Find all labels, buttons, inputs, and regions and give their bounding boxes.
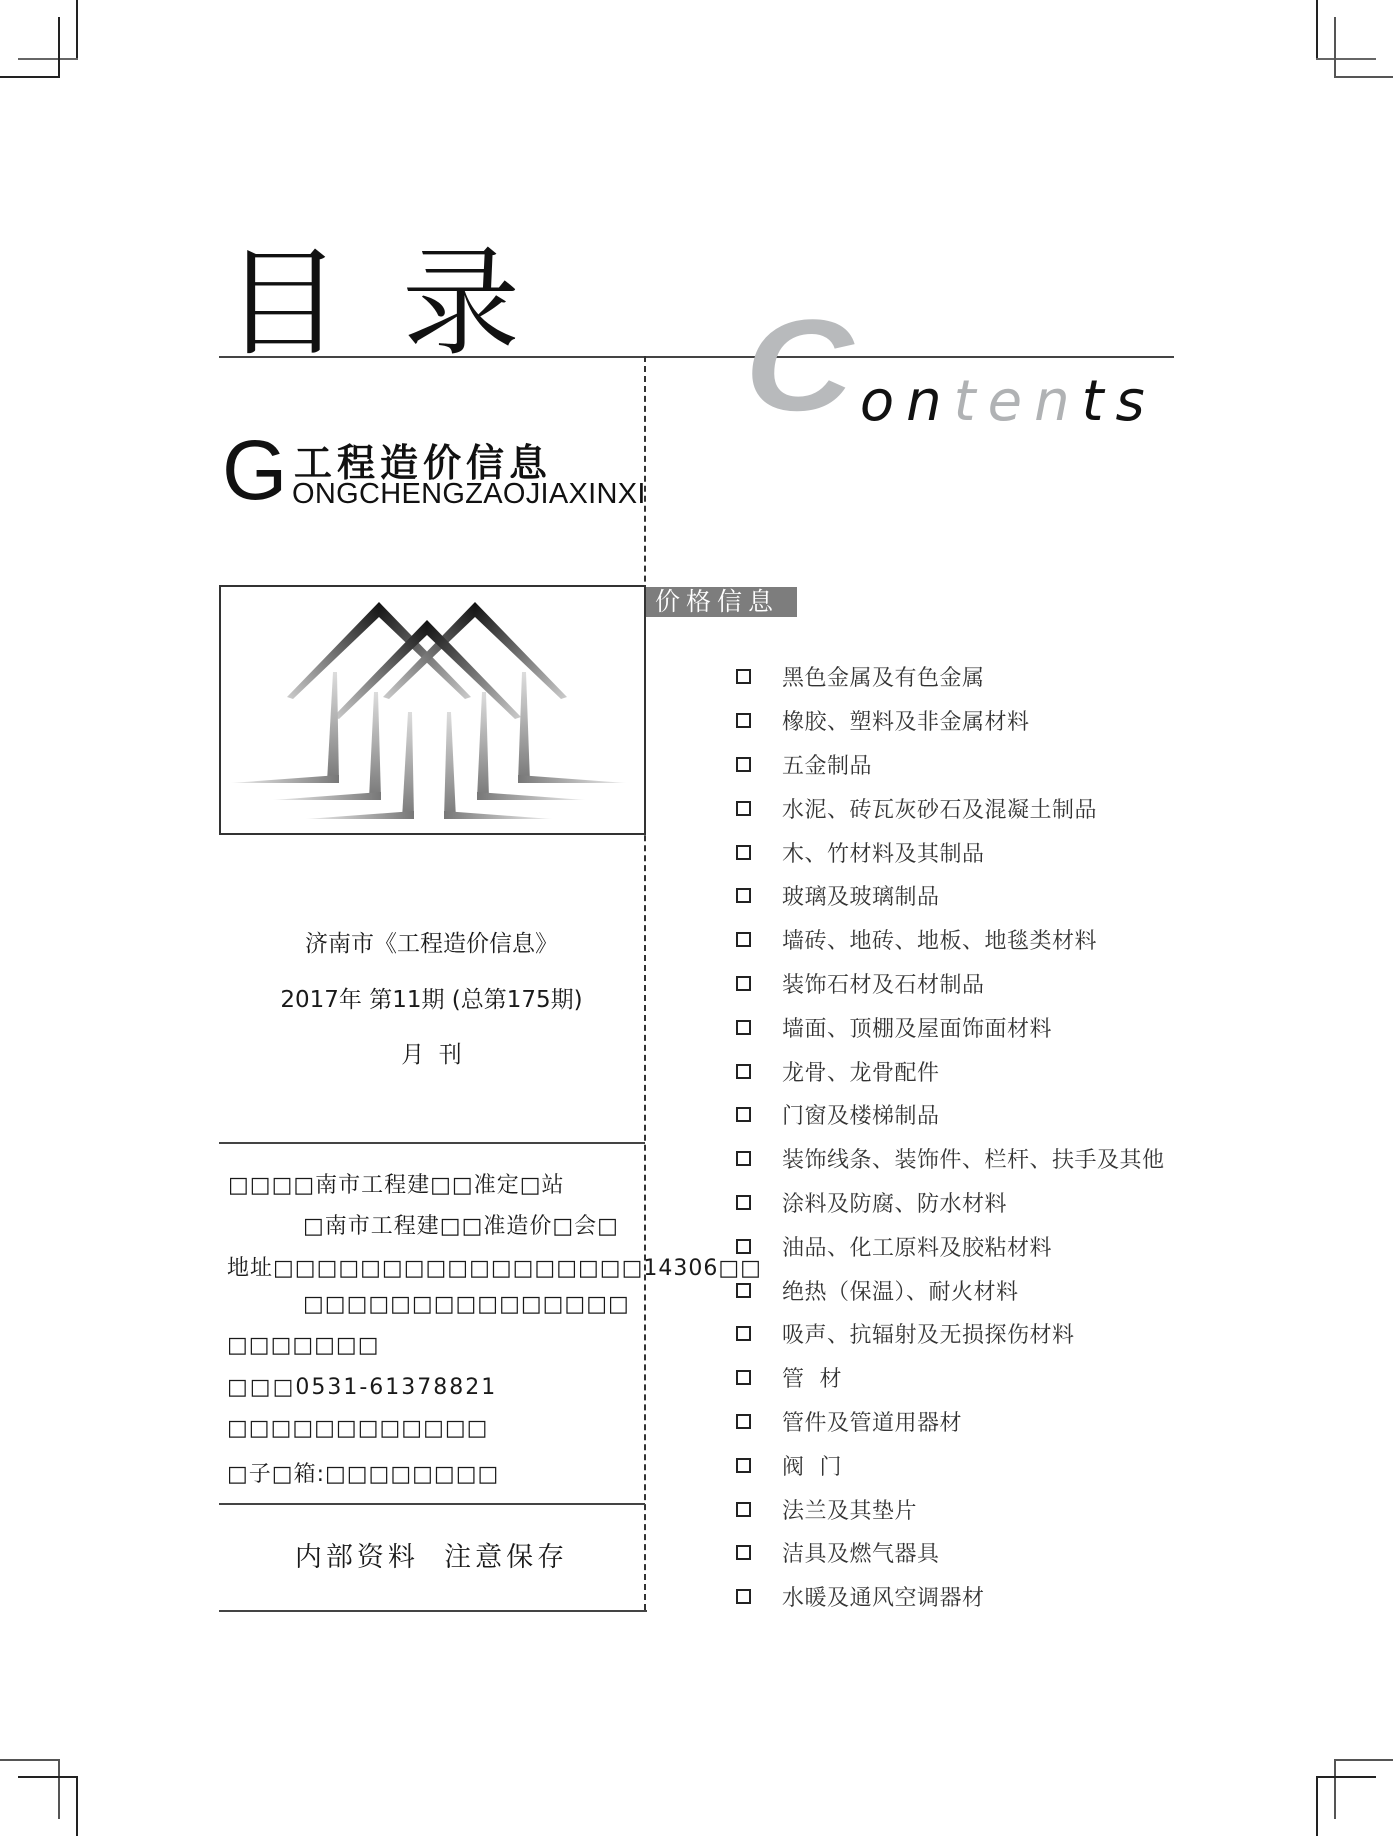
- checkbox-icon: [736, 1283, 751, 1298]
- info-top-rule: [219, 1142, 645, 1144]
- brand-pinyin: ONGCHENGZAOJIAXINXI: [292, 478, 646, 510]
- toc-item[interactable]: 黑色金属及有色金属: [736, 655, 1165, 699]
- info-bottom-rule: [219, 1503, 645, 1505]
- left-column-bottom-rule: [219, 1610, 647, 1612]
- house-roofs-logo-icon: [221, 587, 644, 833]
- publication-issue: 2017年 第11期 (总第175期): [280, 987, 583, 1013]
- checkbox-icon: [736, 1326, 751, 1341]
- section-heading-price-info: 价格信息: [646, 587, 797, 617]
- toc-item[interactable]: 门窗及楼梯制品: [736, 1093, 1165, 1137]
- checkbox-icon: [736, 801, 751, 816]
- toc-item[interactable]: 装饰石材及石材制品: [736, 962, 1165, 1006]
- toc-item[interactable]: 洁具及燃气器具: [736, 1531, 1165, 1575]
- contents-part-1: on: [859, 369, 954, 434]
- checkbox-icon: [736, 976, 751, 991]
- toc-item[interactable]: 水暖及通风空调器材: [736, 1575, 1165, 1619]
- toc-item[interactable]: 涂料及防腐、防水材料: [736, 1181, 1165, 1225]
- toc-item[interactable]: 玻璃及玻璃制品: [736, 874, 1165, 918]
- checkbox-icon: [736, 888, 751, 903]
- contents-part-3: ts: [1081, 369, 1157, 434]
- toc-item[interactable]: 橡胶、塑料及非金属材料: [736, 699, 1165, 743]
- publisher-line-2: □南市工程建□□准造价□会□: [303, 1214, 619, 1239]
- checkbox-icon: [736, 1020, 751, 1035]
- checkbox-icon: [736, 845, 751, 860]
- contents-part-2: ten: [953, 369, 1082, 434]
- checkbox-icon: [736, 1458, 751, 1473]
- toc-item[interactable]: 绝热（保温）、耐火材料: [736, 1268, 1165, 1312]
- brand-initial: G: [222, 423, 288, 517]
- checkbox-icon: [736, 1545, 751, 1560]
- address-line-2: □□□□□□□□□□□□□□□: [303, 1292, 630, 1317]
- postcode-line: □□□□□□□: [227, 1333, 380, 1358]
- toc-list: [736, 655, 1165, 1619]
- checkbox-icon: [736, 757, 751, 772]
- checkbox-icon: [736, 1195, 751, 1210]
- toc-item[interactable]: 管 材: [736, 1356, 1165, 1400]
- toc-item[interactable]: 阀 门: [736, 1443, 1165, 1487]
- checkbox-icon: [736, 1370, 751, 1385]
- publisher-line-1: □□□□南市工程建□□准定□站: [228, 1173, 565, 1198]
- toc-item[interactable]: 水泥、砖瓦灰砂石及混凝土制品: [736, 786, 1165, 830]
- checkbox-icon: [736, 1239, 751, 1254]
- toc-item[interactable]: 五金制品: [736, 743, 1165, 787]
- page-title-chinese: 目录: [224, 234, 581, 372]
- checkbox-icon: [736, 1064, 751, 1079]
- brand-chinese-name: 工程造价信息: [294, 441, 553, 485]
- phone-line: □□□0531-61378821: [227, 1375, 498, 1400]
- checkbox-icon: [736, 1414, 751, 1429]
- toc-item[interactable]: 管件及管道用器材: [736, 1400, 1165, 1444]
- toc-item[interactable]: 油品、化工原料及胶粘材料: [736, 1224, 1165, 1268]
- checkbox-icon: [736, 1107, 751, 1122]
- email-line: □子□箱:□□□□□□□□: [227, 1462, 500, 1487]
- address-line: 地址□□□□□□□□□□□□□□□□□14306□□: [227, 1256, 762, 1281]
- toc-item[interactable]: 吸声、抗辐射及无损探伤材料: [736, 1312, 1165, 1356]
- checkbox-icon: [736, 1502, 751, 1517]
- checkbox-icon: [736, 1151, 751, 1166]
- column-divider: [644, 356, 646, 1610]
- internal-material-note: 内部资料 注意保存: [294, 1542, 569, 1573]
- checkbox-icon: [736, 1589, 751, 1604]
- page-title-english: [744, 292, 1157, 438]
- website-line: □□□□□□□□□□□□: [227, 1416, 489, 1441]
- toc-item[interactable]: 墙砖、地砖、地板、地毯类材料: [736, 918, 1165, 962]
- checkbox-icon: [736, 713, 751, 728]
- toc-item[interactable]: 法兰及其垫片: [736, 1487, 1165, 1531]
- toc-item[interactable]: 装饰线条、装饰件、栏杆、扶手及其他: [736, 1137, 1165, 1181]
- contents-initial: C: [744, 292, 853, 438]
- toc-item[interactable]: 墙面、顶棚及屋面饰面材料: [736, 1005, 1165, 1049]
- toc-item[interactable]: 龙骨、龙骨配件: [736, 1049, 1165, 1093]
- logo-box: [219, 585, 646, 835]
- publication-name: 济南市《工程造价信息》: [305, 931, 558, 957]
- publication-frequency: 月 刊: [401, 1042, 462, 1068]
- checkbox-icon: [736, 932, 751, 947]
- toc-item[interactable]: 木、竹材料及其制品: [736, 830, 1165, 874]
- checkbox-icon: [736, 669, 751, 684]
